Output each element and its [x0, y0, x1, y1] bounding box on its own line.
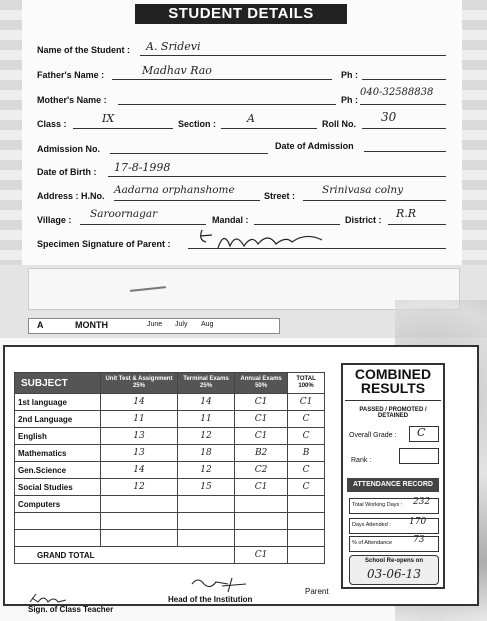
calendar-month-july: July	[175, 321, 188, 328]
calendar-month-june: June	[147, 321, 163, 328]
section-value: A	[247, 112, 255, 125]
date-of-admission-label: Date of Admission	[275, 141, 354, 151]
district-label: District :	[345, 215, 382, 225]
annual-cell: C2	[235, 462, 288, 479]
roll-label: Roll No.	[322, 119, 356, 129]
total-cell: C	[288, 411, 325, 428]
table-row	[15, 411, 325, 428]
terminal-cell: 12	[177, 428, 234, 445]
grand-total-value: C1	[235, 547, 288, 564]
working-days-label: Total Working Days :	[352, 502, 403, 508]
calendar-letter: A	[37, 320, 44, 330]
street-value: Srinivasa colny	[322, 184, 404, 196]
class-teacher-label: Sign. of Class Teacher	[28, 605, 114, 614]
annual-cell: C1	[235, 394, 288, 411]
phone1-line	[362, 79, 446, 80]
subject-cell: Social Studies	[15, 479, 101, 496]
table-row	[15, 428, 325, 445]
rank-box	[399, 448, 439, 464]
section-label: Section :	[178, 119, 217, 129]
reopen-date: 03-06-13	[367, 567, 421, 581]
column-annual: Annual Exams 50%	[235, 373, 288, 394]
total-cell: C1	[288, 394, 325, 411]
table-row	[15, 530, 325, 547]
head-signature	[188, 574, 248, 594]
overall-grade-value: C	[417, 426, 426, 439]
grand-total-row	[15, 547, 325, 564]
dob-label: Date of Birth :	[37, 167, 97, 177]
combined-title-line2: RESULTS	[360, 380, 426, 396]
parent-label: Parent	[305, 587, 329, 596]
father-name-value: Madhav Rao	[142, 64, 212, 77]
subject-cell: English	[15, 428, 101, 445]
student-name-label: Name of the Student :	[37, 45, 131, 55]
column-unit-test: Unit Test & Assignment 25%	[101, 373, 178, 394]
annual-cell	[235, 530, 288, 547]
terminal-cell: 11	[177, 411, 234, 428]
table-row	[15, 496, 325, 513]
attendance-title: ATTENDANCE RECORD	[347, 478, 439, 492]
total-cell	[288, 496, 325, 513]
mother-name-label: Mother's Name :	[37, 95, 107, 105]
father-name-line	[112, 79, 332, 80]
total-cell: C	[288, 479, 325, 496]
village-line	[80, 224, 206, 225]
phone1-label: Ph :	[341, 70, 358, 80]
grand-total-empty	[288, 547, 325, 564]
subject-cell: Gen.Science	[15, 462, 101, 479]
parent-signature	[196, 226, 332, 254]
head-of-institution-label: Head of the Institution	[168, 595, 253, 604]
terminal-cell: 12	[177, 462, 234, 479]
student-details-title: STUDENT DETAILS	[135, 4, 347, 24]
house-line	[114, 200, 260, 201]
phone-value: 040-32588838	[360, 87, 434, 98]
dob-line	[108, 176, 446, 177]
total-cell: C	[288, 462, 325, 479]
village-value: Saroornagar	[90, 208, 158, 220]
terminal-cell: 15	[177, 479, 234, 496]
admission-no-line	[110, 153, 268, 154]
unit-cell	[101, 513, 178, 530]
result-status: PASSED / PROMOTED / DETAINED	[359, 407, 427, 419]
total-cell: B	[288, 445, 325, 462]
district-line	[388, 224, 446, 225]
section-line	[221, 128, 317, 129]
table-row	[15, 513, 325, 530]
annual-cell: C1	[235, 479, 288, 496]
address-label: Address : H.No.	[37, 191, 105, 201]
table-row	[15, 445, 325, 462]
table-row	[15, 479, 325, 496]
combined-title-line1: COMBINED	[354, 366, 432, 382]
reopen-label: School Re-opens on	[364, 558, 423, 564]
unit-cell: 13	[101, 445, 178, 462]
grand-total-label: GRAND TOTAL	[15, 547, 235, 564]
date-of-admission-line	[364, 151, 446, 152]
days-attended-value: 170	[409, 517, 427, 527]
days-attended-label: Days Attended :	[352, 522, 391, 528]
annual-cell	[235, 496, 288, 513]
street-label: Street :	[264, 191, 296, 201]
total-cell	[288, 530, 325, 547]
unit-cell	[101, 496, 178, 513]
unit-cell: 14	[101, 394, 178, 411]
combined-divider	[345, 400, 441, 401]
teacher-signature	[28, 592, 68, 606]
unit-cell: 13	[101, 428, 178, 445]
class-line	[73, 128, 173, 129]
phone2-label: Ph :	[341, 95, 358, 105]
marks-header-row	[15, 373, 325, 394]
subject-cell: 2nd Language	[15, 411, 101, 428]
total-cell: C	[288, 428, 325, 445]
annual-cell: C1	[235, 411, 288, 428]
dob-value: 17-8-1998	[114, 161, 171, 174]
annual-cell	[235, 513, 288, 530]
terminal-cell: 18	[177, 445, 234, 462]
unit-cell: 14	[101, 462, 178, 479]
village-label: Village :	[37, 215, 72, 225]
reopen-box	[349, 555, 439, 585]
subject-cell: 1st language	[15, 394, 101, 411]
annual-cell: B2	[235, 445, 288, 462]
column-total: TOTAL 100%	[288, 373, 325, 394]
subject-cell: Mathematics	[15, 445, 101, 462]
father-name-label: Father's Name :	[37, 70, 105, 80]
annual-cell: C1	[235, 428, 288, 445]
attendance-pct-label: % of Attendance	[352, 540, 393, 546]
terminal-cell	[177, 496, 234, 513]
right-border-decoration	[462, 0, 487, 265]
unit-cell	[101, 530, 178, 547]
column-terminal: Terminal Exams 25%	[177, 373, 234, 394]
mother-name-line	[118, 104, 336, 105]
column-subject: SUBJECT	[15, 373, 101, 394]
roll-line	[362, 128, 446, 129]
combined-results-panel	[341, 363, 445, 589]
total-cell	[288, 513, 325, 530]
rank-label: Rank :	[351, 457, 372, 464]
table-row	[15, 394, 325, 411]
working-days-value: 232	[413, 497, 431, 507]
terminal-cell	[177, 513, 234, 530]
attendance-pct-value: 73	[413, 535, 425, 545]
terminal-cell	[177, 530, 234, 547]
student-name-line	[140, 55, 446, 56]
unit-cell: 12	[101, 479, 178, 496]
table-row	[15, 462, 325, 479]
class-value: IX	[102, 112, 115, 125]
overall-grade-label: Overall Grade :	[349, 432, 397, 439]
house-value: Aadarna orphanshome	[114, 184, 235, 196]
street-line	[303, 200, 446, 201]
signature-label: Specimen Signature of Parent :	[37, 239, 171, 249]
unit-cell: 11	[101, 411, 178, 428]
left-border-decoration	[0, 0, 22, 265]
calendar-month-aug: Aug	[201, 321, 214, 328]
class-label: Class :	[37, 119, 67, 129]
subject-cell	[15, 530, 101, 547]
calendar-month-label: MONTH	[75, 320, 108, 330]
phone2-line	[360, 104, 446, 105]
admission-no-label: Admission No.	[37, 144, 101, 154]
calendar-strip	[28, 318, 280, 334]
marks-table	[14, 372, 325, 564]
district-value: R.R	[396, 207, 417, 220]
roll-value: 30	[381, 110, 397, 124]
subject-cell: Computers	[15, 496, 101, 513]
student-name-value: A. Sridevi	[146, 40, 201, 53]
mandal-line	[254, 224, 340, 225]
terminal-cell: 14	[177, 394, 234, 411]
subject-cell	[15, 513, 101, 530]
mandal-label: Mandal :	[212, 215, 249, 225]
